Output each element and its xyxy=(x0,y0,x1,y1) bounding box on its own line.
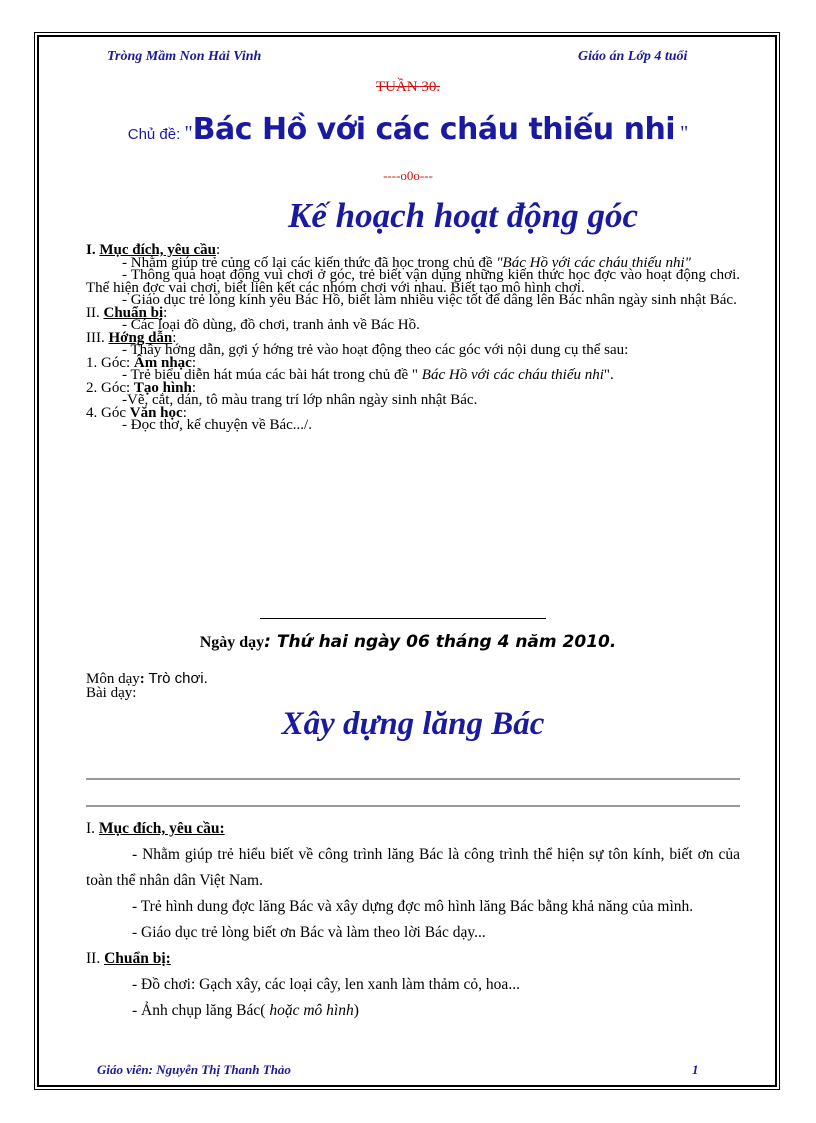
corner-music: 1. Góc: Âm nhạc: xyxy=(86,354,197,371)
divider-top xyxy=(86,778,740,780)
lesson-objective-1: - Nhằm giúp trẻ hiểu biết về công trình lăng Bác là công trình thể hiện sự tôn kính, biết ơn của toàn thể nhân dân Việt Nam. xyxy=(86,846,740,889)
heading-guidance: III. Hớng dẫn: xyxy=(86,329,177,346)
topic-line xyxy=(0,112,816,147)
plan-section xyxy=(86,244,740,432)
corner-art-desc: -Vẽ, cắt, dán, tô màu trang trí lớp nhân ngày sinh nhật Bác. xyxy=(122,392,478,408)
teaching-date xyxy=(0,632,816,652)
plan-title: Kế hoạch hoạt động góc xyxy=(287,196,639,235)
corner-literature-desc: - Đọc thơ, kể chuyện về Bác.../. xyxy=(122,417,312,433)
divider-bottom xyxy=(86,805,740,807)
heading-preparation: II. Chuẩn bị: xyxy=(86,304,168,321)
lesson-heading-objectives: I. Mục đích, yêu cầu: xyxy=(86,820,225,837)
header-doc-title: Giáo án Lớp 4 tuổi xyxy=(578,49,688,64)
guidance-1: - Thầy hớng dẫn, gợi ý hớng trẻ vào hoạt động theo các góc với nội dung cụ thể sau: xyxy=(122,342,629,358)
lesson-title: Xây dựng lăng Bác xyxy=(281,706,545,742)
lesson-section xyxy=(86,816,740,1024)
footer-teacher: Giáo viên: Nguyễn Thị Thanh Thảo xyxy=(97,1062,291,1077)
lesson-label: Bài dạy: xyxy=(86,685,137,701)
topic-close-quote: " xyxy=(675,122,689,144)
subject-value: Trò chơi. xyxy=(148,670,208,687)
lesson-preparation-2: - Ảnh chụp lăng Bác( hoặc mô hình) xyxy=(132,1002,359,1019)
subject-label: Môn dạy xyxy=(86,671,140,687)
preparation-1: - Các loại đồ dùng, đồ chơi, tranh ảnh về Bác Hồ. xyxy=(122,317,420,333)
lesson-objective-2: - Trẻ hình dung đợc lăng Bác và xây dựng đợc mô hình lăng Bác bằng khả năng của mình. xyxy=(132,898,694,915)
corner-literature: 4. Góc Văn học: xyxy=(86,404,187,421)
separator-line xyxy=(260,618,546,619)
week-label: TUẦN 30. xyxy=(375,79,441,95)
lesson-heading-preparation: II. Chuẩn bị: xyxy=(86,950,171,967)
lesson-preparation-1: - Đồ chơi: Gạch xây, các loại cây, len xanh làm thảm cỏ, hoa... xyxy=(132,976,520,993)
objective-3: - Giáo dục trẻ lòng kính yêu Bác Hồ, biết làm nhiều việc tốt để dâng lên Bác nhân ngày sinh nhật Bác. xyxy=(122,292,737,308)
corner-art: 2. Góc: Tạo hình: xyxy=(86,379,197,396)
heading-objectives: I. Mục đích, yêu cầu: xyxy=(86,242,221,258)
subject-block: Môn dạy: Trò chơi. Bài dạy: xyxy=(86,670,208,701)
date-label: Ngày dạy xyxy=(199,634,265,651)
objective-1: - Nhằm giúp trẻ củng cố lại các kiến thức đã học trong chủ đề "Bác Hồ với các cháu thiếu nhi" xyxy=(122,254,691,271)
corner-music-desc: - Trẻ biểu diễn hát múa các bài hát trong chủ đề " Bác Hồ với các cháu thiếu nhi". xyxy=(122,367,614,383)
topic-title: Bác Hồ với các cháu thiếu nhi xyxy=(192,112,676,147)
header-school: Tròng Mầm Non Hải Vinh xyxy=(107,49,262,64)
topic-prefix: Chủ đề: xyxy=(127,126,185,143)
footer-page-number: 1 xyxy=(692,1062,699,1077)
date-value: : Thứ hai ngày 06 tháng 4 năm 2010. xyxy=(264,632,617,652)
ornament-divider: ----o0o--- xyxy=(383,168,433,183)
objective-2: - Thông qua hoạt động vui chơi ở góc, trẻ biết vận dụng những kiến thức học đợc vào hoạt động chơi. Thể hiện đợc vai chơi, biết liên kết các nhóm chơi với nhau. Biết tạo mô hình chơi. xyxy=(86,267,740,296)
lesson-objective-3: - Giáo dục trẻ lòng biết ơn Bác và làm theo lời Bác dạy... xyxy=(132,924,486,941)
topic-open-quote: " xyxy=(184,122,193,144)
